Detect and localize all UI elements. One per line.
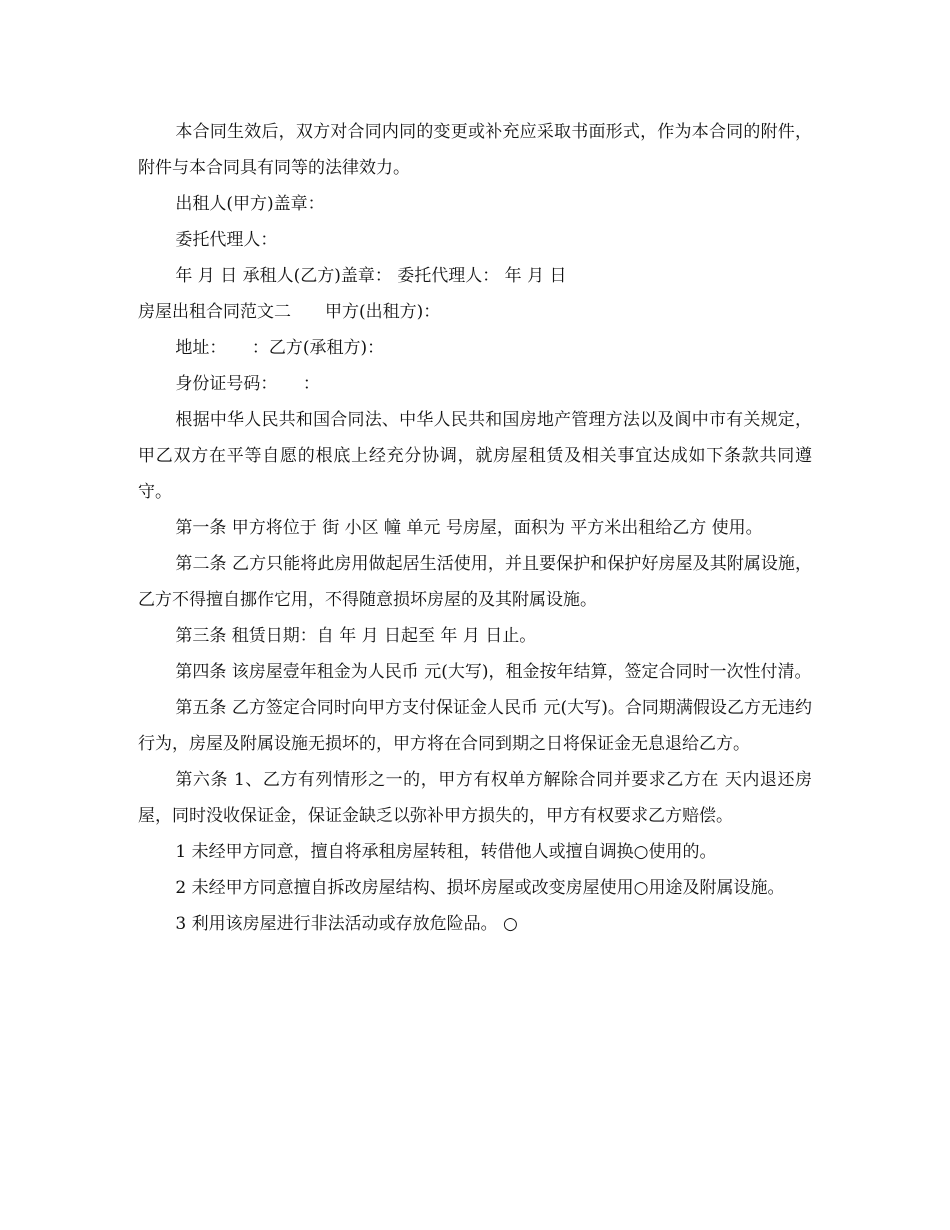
paragraph-agent: 委托代理人： xyxy=(175,230,278,250)
paragraph-article-6: 第六条 1、乙方有列情形之一的，甲方有权单方解除合同并要求乙方在 天内退还房屋，同时没收保证金，保证金缺乏以弥补甲方损失的，甲方有权要求乙方赔偿。 xyxy=(138,770,812,826)
document-title: 房屋出租合同范文二 xyxy=(138,302,291,322)
paragraph-date-lessee-seal: 年 月 日 承租人(乙方)盖章： 委托代理人： 年 月 日 xyxy=(175,266,567,286)
paragraph-item-3: 3 利用该房屋进行非法活动或存放危险品。 ○ xyxy=(175,914,518,934)
paragraph-preamble: 根据中华人民共和国合同法、中华人民共和国房地产管理方法以及阆中市有关规定，甲乙双方在平等自愿的根底上经充分协调，就房屋租赁及相关事宜达成如下条款共同遵守。 xyxy=(138,410,812,502)
paragraph-item-2: 2 未经甲方同意擅自拆改房屋结构、损坏房屋或改变房屋使用○用途及附属设施。 xyxy=(175,878,785,898)
paragraph-article-1: 第一条 甲方将位于 街 小区 幢 单元 号房屋，面积为 平方米出租给乙方 使用。 xyxy=(175,518,763,538)
paragraph-lessor-seal: 出租人(甲方)盖章： xyxy=(175,194,325,214)
paragraph-article-2: 第二条 乙方只能将此房用做起居生活使用，并且要保护和保护好房屋及其附属设施，乙方不得擅自挪作它用，不得随意损坏房屋的及其附属设施。 xyxy=(138,554,812,610)
paragraph-article-3: 第三条 租赁日期：自 年 月 日起至 年 月 日止。 xyxy=(175,626,537,646)
paragraph-id-number: 身份证号码： ： xyxy=(175,374,320,394)
paragraph-article-4: 第四条 该房屋壹年租金为人民币 元(大写)，租金按年结算，签定合同时一次性付清。 xyxy=(175,662,812,682)
paragraph-item-1: 1 未经甲方同意，擅自将承租房屋转租，转借他人或擅自调换○使用的。 xyxy=(175,842,717,862)
paragraph-amendment-clause: 本合同生效后，双方对合同内同的变更或补充应采取书面形式，作为本合同的附件，附件与本合同具有同等的法律效力。 xyxy=(138,122,812,178)
paragraph-article-5: 第五条 乙方签定合同时向甲方支付保证金人民币 元(大写)。合同期满假设乙方无违约行为，房屋及附属设施无损坏的，甲方将在合同到期之日将保证金无息退给乙方。 xyxy=(138,698,812,754)
paragraph-address: 地址： ：乙方(承租方)： xyxy=(175,338,385,358)
heading-line xyxy=(138,294,812,330)
document-body xyxy=(138,114,812,942)
party-a-label: 甲方(出租方)： xyxy=(325,302,441,322)
